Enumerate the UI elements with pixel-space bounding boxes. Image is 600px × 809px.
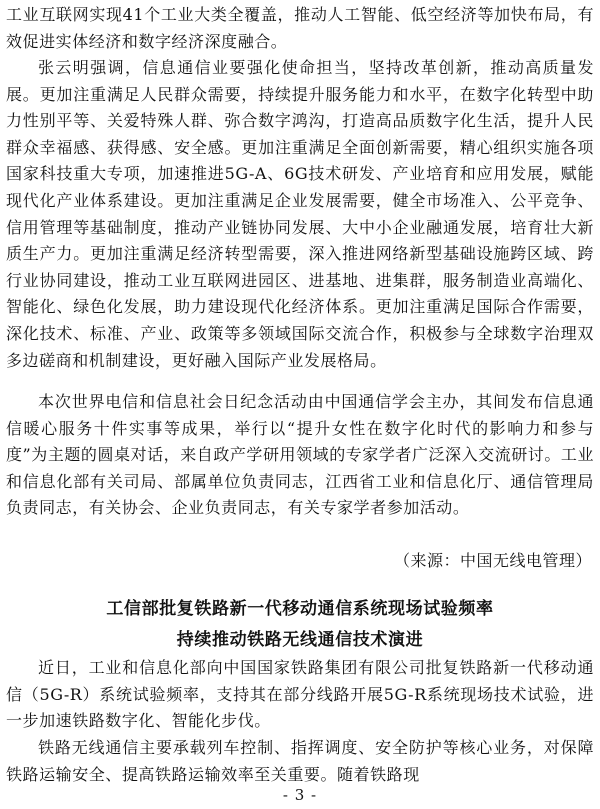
paragraph-approval: 近日，工业和信息化部向中国国家铁路集团有限公司批复铁路新一代移动通信（5G-R）系统试验频率，支持其在部分线路开展5G-R系统现场技术试验，进一步加速铁路数字化、智能化步伐。 [6, 658, 594, 731]
article-title-line-2: 持续推动铁路无线通信技术演进 [176, 630, 424, 650]
paragraph-zhang-yunming: 张云明强调，信息通信业要强化使命担当，坚持改革创新，推动高质量发展。更加注重满足人民群众需要，持续提升服务能力和水平，在数字化转型中助力性别平等、关爱特殊人群、弥合数字鸿沟，打造高品质数字化生活，提升人民群众幸福感、获得感、安全感。更加注重满足全面创新需要，精心组织实施各项国家科技重大专项，加速推进5G-A、6G技术研发、产业培育和应用发展，赋能现代化产业体系建设。更加注重满足企业发展需要，健全市场准入、公平竞争、信用管理等基础制度，推动产业链协同发展、大中小企业融通发展，培育壮大新质生产力。更加注重满足经济转型需要，深入推进网络新型基础设施跨区域、跨行业协同建设，推动工业互联网进园区、进基地、进集群，服务制造业高端化、智能化、绿色化发展，助力建设现代化经济体系。更加注重满足国际合作需要，深化技术、标准、产业、政策等多领域国际交流合作，积极参与全球数字治理双多边磋商和机制建设，更好融入国际产业发展格局。 [6, 58, 594, 370]
page-number: - 3 - [282, 786, 318, 804]
source-attribution: （来源：中国无线电管理） [393, 551, 592, 570]
continued-paragraph: 工业互联网实现41个工业大类全覆盖，推动人工智能、低空经济等加快布局，有效促进实体经济和数字经济深度融合。 [6, 5, 594, 51]
paragraph-railway-wireless: 铁路无线通信主要承载列车控制、指挥调度、安全防护等核心业务，对保障铁路运输安全、提高铁路运输效率至关重要。随着铁路现 [6, 738, 594, 784]
article-title-line-1: 工信部批复铁路新一代移动通信系统现场试验频率 [106, 599, 494, 619]
paragraph-event-summary: 本次世界电信和信息社会日纪念活动由中国通信学会主办，其间发布信息通信暖心服务十件实事等成果，举行以“提升女性在数字化时代的影响力和参与度”为主题的圆桌对话，来自政产学研用领域的专家学者广泛深入交流研讨。工业和信息化部有关司局、部属单位负责同志，江西省工业和信息化厅、通信管理局负责同志，有关协会、企业负责同志，有关专家学者参加活动。 [6, 392, 594, 518]
